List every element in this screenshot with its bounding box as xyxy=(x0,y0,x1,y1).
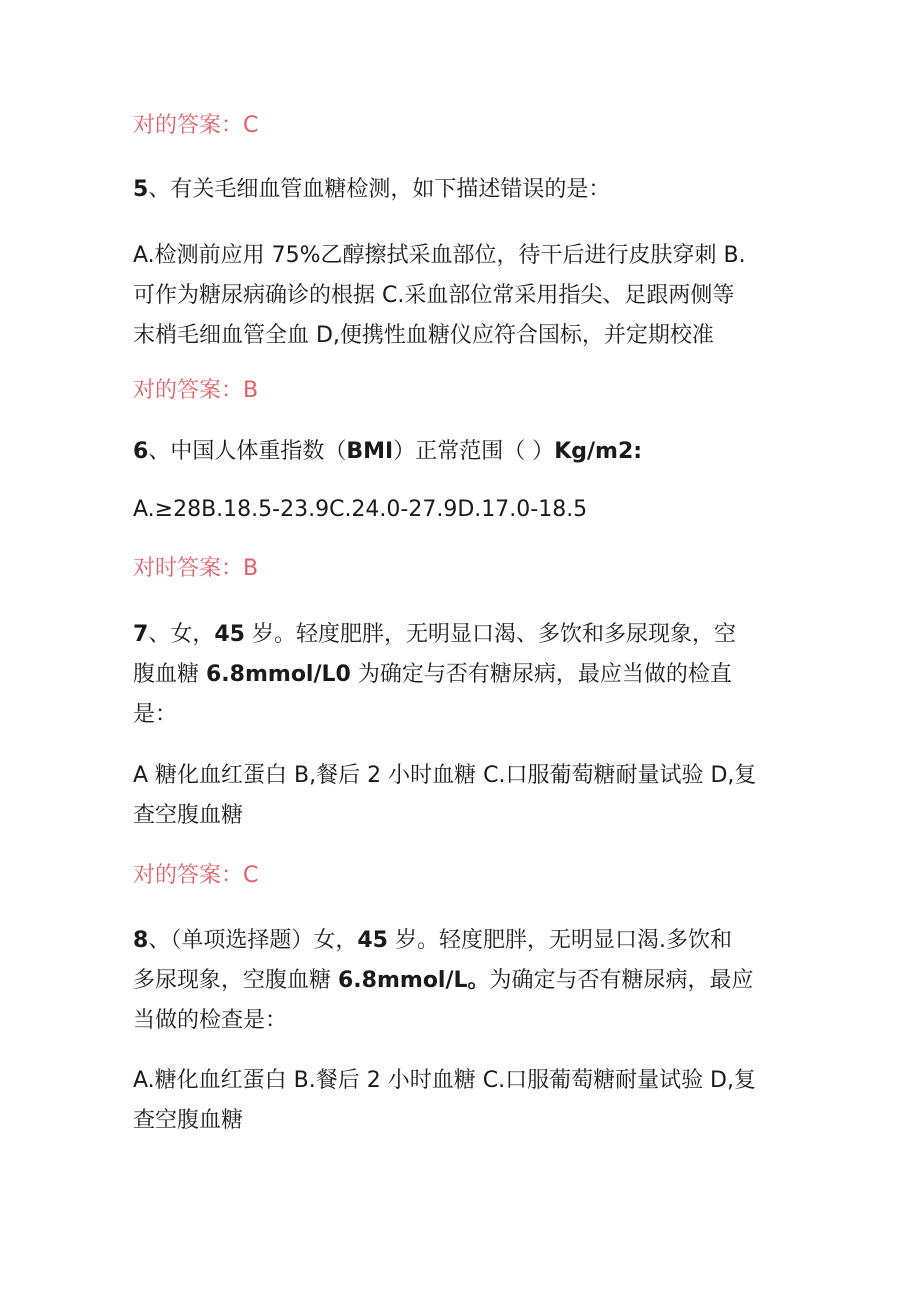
option-line: 查空腹血糖 xyxy=(133,803,244,828)
question-text: 为确定与否有糖尿病，最应 xyxy=(489,968,754,993)
question-text: 、（单项选择题）女， xyxy=(148,928,358,953)
option-line: A.检测前应用 75%乙醇擦拭采血部位，待干后进行皮肤穿刺 B. xyxy=(133,243,746,268)
question-text: 、女， xyxy=(148,622,215,647)
question-text: 多尿现象，空腹血糖 xyxy=(133,968,338,993)
question-8 xyxy=(133,921,783,1041)
question-text-bold: BMI xyxy=(346,439,394,464)
question-number: 6 xyxy=(133,439,149,464)
option-line: 可作为糖尿病确诊的根据 C.采血部位常采用指尖、足跟两侧等 xyxy=(133,283,735,308)
option-line: 查空腹血糖 xyxy=(133,1108,244,1133)
question-number: 5 xyxy=(133,177,149,202)
answer-line: 对的答案：C xyxy=(133,113,259,138)
question-text-bold: 45 xyxy=(357,928,388,953)
answer-line: 对的答案：B xyxy=(133,378,259,403)
question-5 xyxy=(133,170,783,210)
question-number: 7 xyxy=(133,622,149,647)
answer-line: 对时答案：B xyxy=(133,556,259,581)
question-text-bold: 6.8mmol/L。 xyxy=(338,968,490,993)
question-line xyxy=(133,961,783,1001)
question-text-bold: Kg/m2: xyxy=(554,439,643,464)
question-text-bold: 6.8mmol/L0 xyxy=(206,662,351,687)
question-text: 腹血糖 xyxy=(133,662,206,687)
question-text: 岁。轻度肥胖，无明显口渴.多饮和 xyxy=(387,928,732,953)
question-7 xyxy=(133,615,783,735)
option-line: A 糖化血红蛋白 B,餐后 2 小时血糖 C.口服葡萄糖耐量试验 D,复 xyxy=(133,763,757,788)
question-6-options xyxy=(133,490,783,530)
question-text: 为确定与否有糖尿病，最应当做的检直 xyxy=(350,662,732,687)
question-line: 当做的检查是： xyxy=(133,1008,288,1033)
question-text: 岁。轻度肥胖，无明显口渴、多饮和多尿现象，空 xyxy=(244,622,736,647)
question-5-options xyxy=(133,236,783,356)
option-line: A.≥28B.18.5-23.9C.24.0-27.9D.17.0-18.5 xyxy=(133,497,588,522)
question-text-bold: 45 xyxy=(214,622,245,647)
answer-line: 对的答案：C xyxy=(133,863,259,888)
question-8-options xyxy=(133,1061,783,1141)
question-line xyxy=(133,921,783,961)
question-line xyxy=(133,655,783,695)
option-line: 末梢毛细血管全血 D,便携性血糖仪应符合国标，并定期校准 xyxy=(133,323,714,348)
question-line xyxy=(133,615,783,655)
question-text: ）正常范围（ ） xyxy=(393,439,555,464)
question-number: 8 xyxy=(133,928,149,953)
question-line: 是： xyxy=(133,702,178,727)
question-6 xyxy=(133,432,783,472)
question-7-options xyxy=(133,756,783,836)
question-text: 、有关毛细血管血糖检测，如下描述错误的是： xyxy=(148,177,611,202)
question-text: 、中国人体重指数（ xyxy=(148,439,347,464)
option-line: A.糖化血红蛋白 B.餐后 2 小时血糖 C.口服葡萄糖耐量试验 D,复 xyxy=(133,1068,756,1093)
